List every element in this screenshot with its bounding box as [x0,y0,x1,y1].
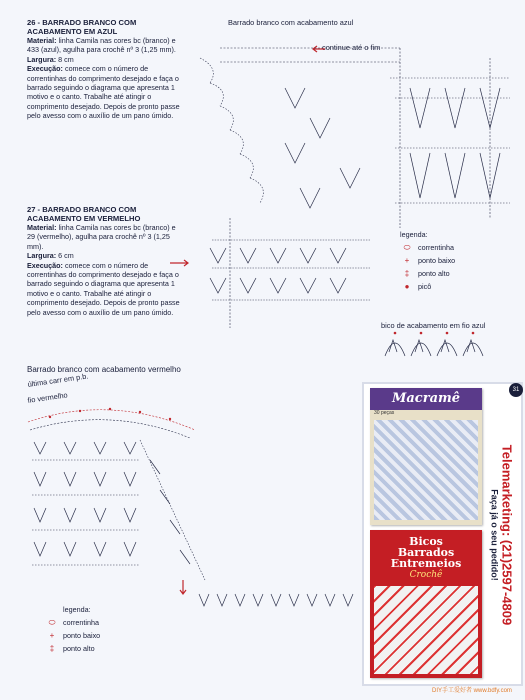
watermark: DIY手工爱好者 www.bdfy.com [432,688,512,694]
legend-bottom [45,603,155,655]
diagram-red-note-1: última carr em p.b. [27,371,89,389]
single-crochet-icon: + [404,256,410,265]
picot-icon: ● [404,282,410,291]
single-crochet-icon: + [49,631,55,640]
magazine-macrame-subtitle: 30 peças [374,410,395,416]
legend-bottom-item: ‡ ponto alto [45,642,155,655]
legend-top-item: + ponto baixo [400,254,510,267]
pattern-26-largura: Largura: 8 cm [27,54,74,64]
bico-diagram [383,330,503,358]
order-text: Faça já o seu pedido! [489,489,500,581]
magazine-cover-macrame[interactable] [370,388,482,525]
diagram-blue-note: continue até o fim [322,43,381,52]
legend-top-item: ‡ ponto alto [400,267,510,280]
pattern-26-title: 26 - BARRADO BRANCO COM [27,18,137,27]
legend-top [400,228,510,293]
double-crochet-icon: ‡ [49,644,55,653]
diagram-blue-arrow [168,258,190,268]
pattern-27-subtitle: ACABAMENTO EM VERMELHO [27,214,141,223]
magazine-bicos-photo [374,586,478,674]
diagram-red-caption: Barrado branco com acabamento vermelho [27,365,181,374]
magazine-cover-bicos[interactable] [370,530,482,678]
pattern-27-block [27,205,185,317]
magazine-macrame-photo [374,420,478,520]
legend-top-item: ● picô [400,280,510,293]
legend-top-title: legenda: [400,230,428,239]
pattern-27-largura: Largura: 6 cm [27,251,74,261]
legend-bottom-title: legenda: [63,605,91,614]
double-crochet-icon: ‡ [404,269,410,278]
pattern-27-execucao: Execução: comece com o número de correntinhas do comprimento desejado e faça o barrado seguindo o diagrama que apresenta 1 motivo e o canto. Trabalhe até atingir o comprimento desejado. Depois de pronto passe pelo avesso com o auxílio de um pano úmido. [27,260,180,317]
chain-icon: ⬭ [403,243,411,252]
pattern-26-block [27,18,185,121]
diagram-blue-caption: Barrado branco com acabamento azul [228,18,354,27]
pattern-27-title: 27 - BARRADO BRANCO COM [27,205,137,214]
advertisement[interactable] [362,382,523,686]
pattern-26-material: Material: linha Camila nas cores bc (branco) e 433 (azul), agulha para crochê nº 3 (1,25 mm). [27,36,176,55]
chain-icon: ⬭ [48,618,56,627]
bico-caption: bico de acabamento em fio azul [381,321,486,330]
pattern-27-material: Material: linha Camila nas cores bc (branco) e 29 (vermelho), agulha para crochê nº 3 (1,25 mm). [27,223,176,251]
page-number: 31 [509,383,523,397]
telemarketing-banner [484,390,520,680]
legend-bottom-item: ⬭ correntinha [45,616,155,629]
diagram-red-pattern-row [195,590,360,610]
diagram-red-note-2: fio vermelho [27,390,69,405]
pattern-26-subtitle: ACABAMENTO EM AZUL [27,27,118,36]
legend-bottom-item: + ponto baixo [45,629,155,642]
magazine-bicos-title: Bicos Barrados Entremeios [390,535,462,570]
diagram-red-arrow [178,578,188,596]
magazine-macrame-title: Macramê [370,388,482,410]
magazine-bicos-subtitle: Crochê [409,570,443,580]
telemarketing-text: Telemarketing: (21)2597-4809 [499,444,515,626]
pattern-26-execucao: Execução: comece com o número de correntinhas do comprimento desejado e faça o barrado seguindo o diagrama que apresenta 1 motivo e o canto. Trabalhe até atingir o comprimento desejado. Depois de pronto passe pelo avesso com o auxílio de um pano úmido. [27,64,180,121]
diagram-red [20,400,220,590]
legend-top-item: ⬭ correntinha [400,241,510,254]
